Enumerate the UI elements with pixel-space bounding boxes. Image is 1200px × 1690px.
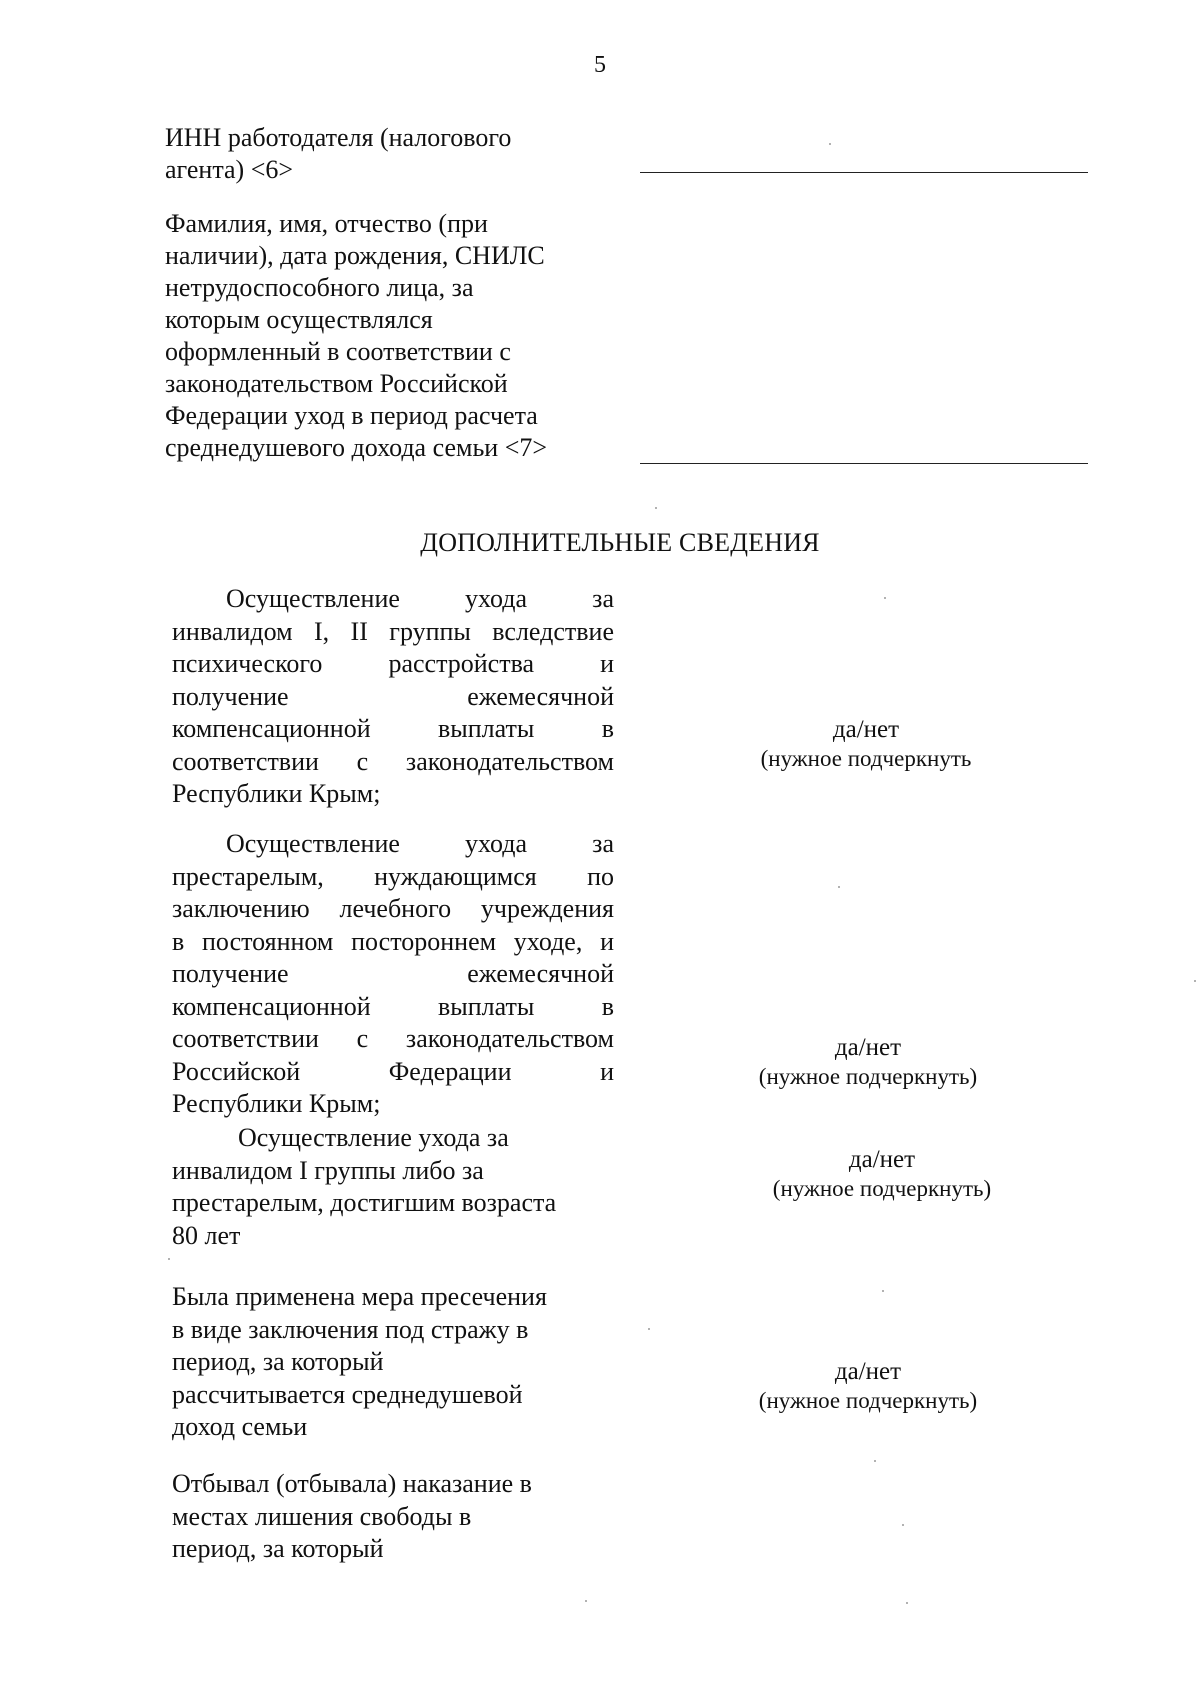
- scan-speck: [168, 1258, 170, 1260]
- underline-hint: (нужное подчеркнуть): [758, 1064, 978, 1089]
- scan-speck: [838, 886, 840, 888]
- item-1-answer: [736, 715, 996, 773]
- scan-speck: [906, 1602, 908, 1604]
- yes-no-choice[interactable]: да/нет: [832, 716, 900, 743]
- item-1-line: психического расстройства и: [172, 649, 614, 678]
- item-1-line: соответствии с законодательством: [172, 746, 614, 776]
- item-1-line: инвалидом I, II группы вследствие: [172, 616, 614, 646]
- item-1-text: [172, 583, 614, 811]
- item-4-text: Была применена мера пресечения в виде заключения под стражу в период, за который рассчитывается среднедушевой доход семьи: [172, 1282, 547, 1441]
- item-2-line: престарелым, нуждающимся по: [172, 861, 614, 891]
- scan-speck: [1194, 980, 1196, 982]
- item-5-text: Отбывал (отбывала) наказание в местах лишения свободы в период, за который: [172, 1469, 532, 1563]
- item-2-answer: [738, 1033, 998, 1091]
- yes-no-choice[interactable]: да/нет: [848, 1146, 916, 1173]
- item-3-text: Осуществление ухода за инвалидом I группы либо за престарелым, достигшим возраста 80 лет: [172, 1123, 557, 1250]
- underline-hint: (нужное подчеркнуть: [760, 746, 972, 771]
- field-label-employer-inn: ИНН работодателя (налогового агента) <6>: [165, 123, 512, 184]
- item-3-answer: [752, 1145, 1012, 1203]
- scan-speck: [655, 507, 657, 509]
- scan-speck: [829, 143, 831, 145]
- item-2-line: получение ежемесячной: [172, 959, 614, 988]
- scan-speck: [882, 1290, 884, 1292]
- underline-hint: (нужное подчеркнуть): [758, 1388, 978, 1413]
- item-2-line: Республики Крым;: [172, 1089, 381, 1118]
- item-2-line: соответствии с законодательством: [172, 1024, 614, 1053]
- page-number: 5: [594, 52, 606, 78]
- scan-speck: [648, 1328, 650, 1330]
- item-1-line: Осуществление ухода за: [226, 584, 614, 613]
- section-heading: ДОПОЛНИТЕЛЬНЫЕ СВЕДЕНИЯ: [420, 528, 820, 557]
- field-label-disabled-person: Фамилия, имя, отчество (при наличии), дата рождения, СНИЛС нетрудоспособного лица, за которым осуществлялся оформленный в соответствии с законодательством Российской Федерации уход в период расчета среднедушевого дохода семьи <7>: [165, 209, 548, 462]
- scan-speck: [874, 1460, 876, 1462]
- underline-hint: (нужное подчеркнуть): [772, 1176, 992, 1201]
- item-2-line: компенсационной выплаты в: [172, 991, 614, 1021]
- item-2-line: Российской Федерации и: [172, 1056, 614, 1086]
- scan-speck: [585, 1600, 587, 1602]
- disabled-person-input-line[interactable]: [640, 463, 1088, 464]
- item-1-line: получение ежемесячной: [172, 681, 614, 711]
- item-1-line: Республики Крым;: [172, 779, 381, 808]
- yes-no-choice[interactable]: да/нет: [834, 1034, 902, 1061]
- employer-inn-input-line[interactable]: [640, 172, 1088, 173]
- scan-speck: [902, 1524, 904, 1526]
- scan-speck: [884, 597, 886, 599]
- item-4-answer: [738, 1357, 998, 1415]
- item-2-line: в постоянном постороннем уходе, и: [172, 926, 614, 956]
- item-2-text: [172, 828, 614, 1121]
- item-1-line: компенсационной выплаты в: [172, 714, 614, 743]
- item-2-line: Осуществление ухода за: [226, 829, 614, 858]
- yes-no-choice[interactable]: да/нет: [834, 1358, 902, 1385]
- item-2-line: заключению лечебного учреждения: [172, 894, 614, 923]
